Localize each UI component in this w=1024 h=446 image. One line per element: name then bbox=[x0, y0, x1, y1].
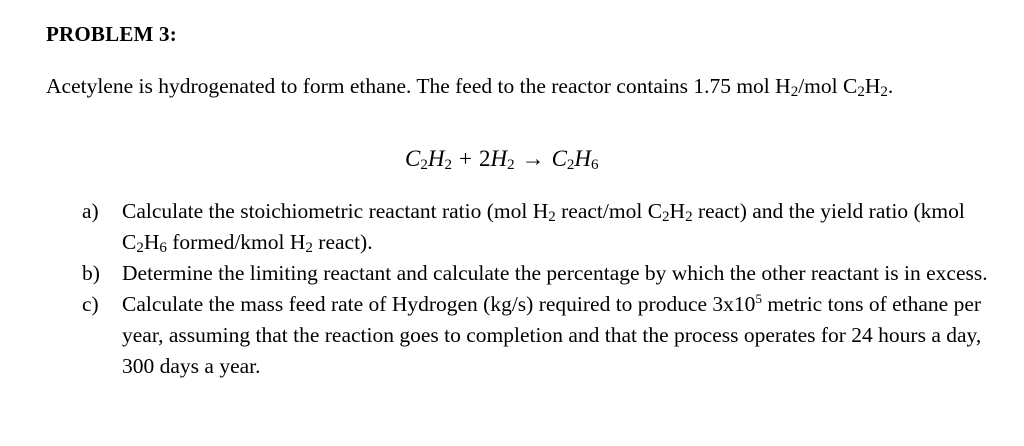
subscript: 2 bbox=[136, 240, 144, 256]
intro-text: /mol C bbox=[798, 74, 858, 98]
item-text: H bbox=[143, 230, 160, 254]
question-item-b bbox=[82, 258, 992, 289]
equation-subscript: 2 bbox=[420, 157, 428, 173]
equation-symbol: C bbox=[551, 146, 567, 171]
item-marker: c) bbox=[82, 292, 99, 316]
plus-operator: + bbox=[458, 146, 472, 171]
item-text: Determine the limiting reactant and calculate the percentage by which the other reactant is in excess. bbox=[122, 261, 988, 285]
equation-subscript: 6 bbox=[591, 157, 599, 173]
question-list bbox=[82, 196, 992, 382]
equation-symbol: H bbox=[427, 146, 445, 171]
equation-symbol: C bbox=[405, 146, 421, 171]
subscript: 2 bbox=[685, 209, 693, 225]
subscript: 2 bbox=[305, 240, 313, 256]
intro-text: Acetylene is hydrogenated to form ethane. The feed to the reactor contains 1.75 mol H bbox=[46, 74, 791, 98]
equation-symbol: H bbox=[490, 146, 508, 171]
subscript: 6 bbox=[159, 240, 167, 256]
equation-subscript: 2 bbox=[566, 157, 575, 173]
question-item-a bbox=[82, 196, 992, 258]
item-text: H bbox=[669, 199, 686, 223]
item-text: formed/kmol H bbox=[166, 230, 306, 254]
item-text: Calculate the mass feed rate of Hydrogen (kg/s) required to produce 3x10 bbox=[122, 292, 756, 316]
reaction-equation bbox=[405, 146, 599, 172]
subscript: 2 bbox=[548, 209, 556, 225]
item-marker: b) bbox=[82, 261, 100, 285]
item-text: react). bbox=[312, 230, 373, 254]
item-text: metric tons of ethane per year, assuming that the reaction goes to completion and that the process operates for 24 hours a day, 300 days a year. bbox=[122, 292, 982, 378]
equation-subscript: 2 bbox=[444, 157, 452, 173]
subscript: 2 bbox=[857, 84, 865, 100]
equation-subscript: 2 bbox=[507, 157, 515, 173]
problem-intro-paragraph bbox=[46, 70, 996, 102]
item-text: Calculate the stoichiometric reactant ratio (mol H bbox=[122, 199, 549, 223]
equation-symbol: H bbox=[574, 146, 592, 171]
subscript: 2 bbox=[790, 84, 799, 100]
subscript: 2 bbox=[662, 209, 670, 225]
item-marker: a) bbox=[82, 199, 99, 223]
intro-text: . bbox=[887, 74, 894, 98]
equation-coefficient: 2 bbox=[478, 146, 491, 171]
problem-heading: PROBLEM 3: bbox=[46, 22, 177, 46]
intro-text: H bbox=[864, 74, 881, 98]
subscript: 2 bbox=[880, 84, 888, 100]
item-text: react) and the yield ratio (kmol C bbox=[122, 199, 965, 254]
question-item-c bbox=[82, 289, 992, 382]
item-text: react/mol C bbox=[555, 199, 663, 223]
reaction-arrow: → bbox=[521, 146, 545, 171]
superscript: 5 bbox=[755, 291, 762, 306]
